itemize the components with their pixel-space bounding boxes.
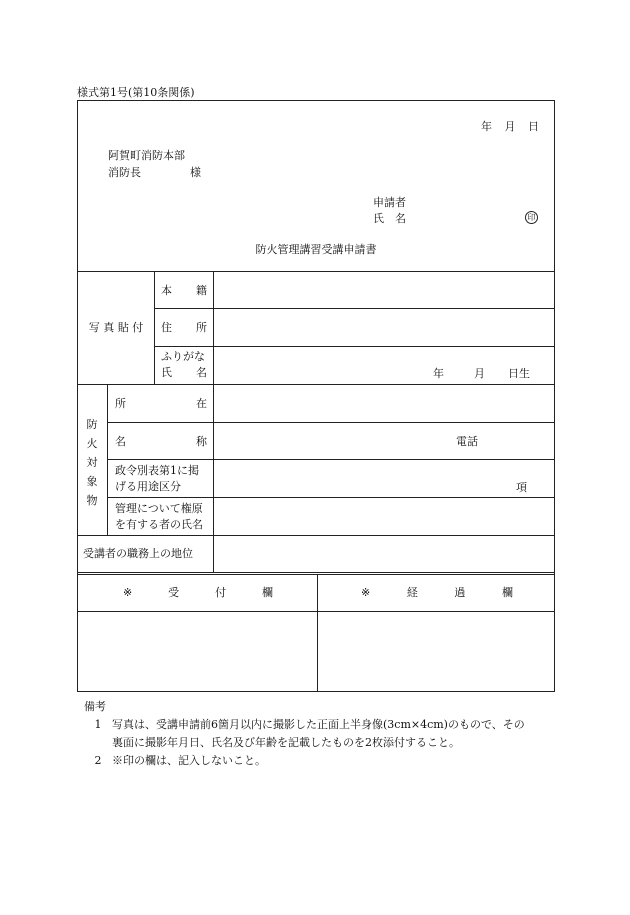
note-number: 2 bbox=[94, 754, 102, 767]
reception-column-label: ※ 受 付 欄 bbox=[123, 586, 273, 599]
divider bbox=[317, 574, 318, 692]
day-label: 日 bbox=[528, 120, 539, 133]
month-label: 月 bbox=[504, 120, 516, 133]
name-label: 氏 名 bbox=[161, 366, 207, 379]
honseki-label: 本 籍 bbox=[161, 284, 207, 297]
usage-label-line2: げる用途区分 bbox=[115, 480, 181, 493]
addressee-org: 阿賀町消防本部 bbox=[108, 149, 185, 162]
photo-area-label: 写 真 貼 付 bbox=[88, 321, 144, 334]
address-label: 住 所 bbox=[161, 321, 207, 334]
note-text: 写真は、受講申請前6箇月以内に撮影した正面上半身像(3cm×4cm)のもので、その bbox=[112, 718, 525, 731]
divider bbox=[78, 271, 554, 272]
form-number: 様式第1号(第10条関係) bbox=[77, 86, 195, 99]
application-form bbox=[77, 100, 555, 692]
usage-suffix: 項 bbox=[516, 481, 527, 494]
usage-label-line1: 政令別表第1に掲 bbox=[115, 464, 199, 477]
divider bbox=[107, 384, 108, 535]
birth-day-label: 日生 bbox=[508, 367, 530, 380]
target-group-label: 防火対象物 bbox=[86, 418, 98, 507]
building-name-label: 名 称 bbox=[115, 435, 207, 448]
applicant-name-label: 氏 名 bbox=[373, 212, 406, 225]
authority-label-line1: 管理について権原 bbox=[115, 502, 203, 515]
note-text-continued: 裏面に撮影年月日、氏名及び年齢を記載したものを2枚添付すること。 bbox=[112, 736, 460, 749]
note-text: ※印の欄は、記入しないこと。 bbox=[112, 754, 266, 767]
furigana-label: ふりがな bbox=[161, 350, 205, 363]
notes bbox=[84, 698, 564, 770]
birth-year-label: 年 bbox=[433, 367, 444, 380]
notes-heading: 備考 bbox=[84, 700, 106, 713]
note-item bbox=[84, 752, 564, 770]
divider bbox=[154, 271, 155, 384]
addressee-title: 消防長 bbox=[108, 166, 141, 179]
honorific: 様 bbox=[190, 166, 201, 179]
divider bbox=[78, 535, 554, 536]
seal-icon: 印 bbox=[525, 211, 538, 224]
progress-column-label: ※ 経 過 欄 bbox=[361, 586, 513, 599]
divider bbox=[107, 422, 554, 423]
divider bbox=[154, 346, 554, 347]
phone-label: 電話 bbox=[456, 435, 478, 448]
divider bbox=[78, 384, 554, 385]
divider bbox=[107, 497, 554, 498]
divider bbox=[213, 271, 214, 572]
location-label: 所 在 bbox=[115, 397, 207, 410]
year-label: 年 bbox=[481, 120, 492, 133]
document-title: 防火管理講習受講申請書 bbox=[255, 243, 377, 256]
date-line bbox=[481, 121, 539, 132]
divider bbox=[78, 611, 554, 612]
position-label: 受講者の職務上の地位 bbox=[83, 547, 193, 560]
note-item bbox=[84, 716, 564, 734]
divider bbox=[78, 574, 554, 575]
divider bbox=[154, 308, 554, 309]
divider bbox=[78, 572, 554, 573]
divider bbox=[107, 459, 554, 460]
applicant-label: 申請者 bbox=[373, 196, 406, 209]
authority-label-line2: を有する者の氏名 bbox=[115, 518, 203, 531]
birth-month-label: 月 bbox=[474, 367, 485, 380]
note-number: 1 bbox=[94, 718, 102, 731]
